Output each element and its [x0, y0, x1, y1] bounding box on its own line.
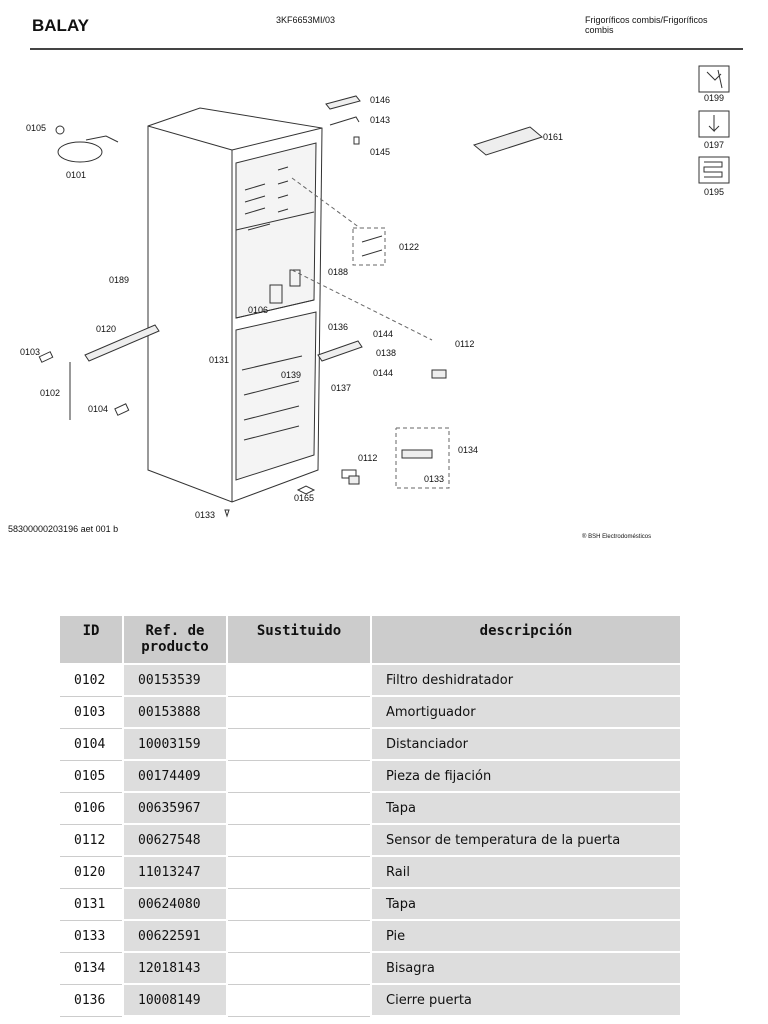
brand-title: BALAY — [32, 16, 89, 35]
callout-0104: 0104 — [88, 404, 109, 414]
row-substituted — [227, 856, 371, 888]
callout-0105: 0105 — [26, 123, 47, 133]
table-row — [60, 760, 681, 792]
callout-0131: 0131 — [209, 355, 230, 365]
table-header-row — [60, 616, 681, 664]
row-description: Pieza de fijación — [371, 760, 681, 792]
callout-0120: 0120 — [96, 324, 117, 334]
callout-0133-bottom: 0133 — [195, 510, 216, 520]
header-description: descripción — [371, 616, 681, 664]
row-ref: 11013247 — [123, 856, 227, 888]
row-ref: 12018143 — [123, 952, 227, 984]
row-id: 0133 — [60, 920, 123, 952]
model-number: 3KF6653MI/03 — [276, 15, 336, 25]
row-substituted — [227, 920, 371, 952]
exploded-parts-diagram — [0, 55, 768, 550]
callout-0188: 0188 — [328, 267, 349, 277]
row-substituted — [227, 984, 371, 1016]
callout-0112-bottom: 0112 — [358, 453, 378, 463]
row-substituted — [227, 760, 371, 792]
callout-0165: 0165 — [294, 493, 315, 503]
row-description: Pie — [371, 920, 681, 952]
row-ref: 10008149 — [123, 984, 227, 1016]
row-ref: 00624080 — [123, 888, 227, 920]
row-id: 0103 — [60, 696, 123, 728]
row-id: 0120 — [60, 856, 123, 888]
row-description: Bisagra — [371, 952, 681, 984]
row-description: Tapa — [371, 888, 681, 920]
row-ref: 00174409 — [123, 760, 227, 792]
callout-0101: 0101 — [66, 170, 87, 180]
row-ref: 10003159 — [123, 728, 227, 760]
row-substituted — [227, 792, 371, 824]
callout-0137: 0137 — [331, 383, 352, 393]
table-row — [60, 792, 681, 824]
table-row — [60, 856, 681, 888]
callout-0102: 0102 — [40, 388, 61, 398]
coil-icon — [699, 157, 729, 183]
row-substituted — [227, 952, 371, 984]
callout-0199: 0199 — [704, 93, 725, 103]
row-description: Filtro deshidratador — [371, 664, 681, 696]
table-row — [60, 952, 681, 984]
document-id: 58300000203196 aet 001 b — [8, 524, 119, 534]
callout-0103: 0103 — [20, 347, 41, 357]
callout-0197: 0197 — [704, 140, 725, 150]
table-row — [60, 824, 681, 856]
callout-0112-right: 0112 — [455, 339, 475, 349]
callout-0189: 0189 — [109, 275, 130, 285]
row-id: 0131 — [60, 888, 123, 920]
callout-0106: 0106 — [248, 305, 269, 315]
callout-0161: 0161 — [543, 132, 564, 142]
tool-icon — [699, 111, 729, 137]
row-id: 0105 — [60, 760, 123, 792]
callout-0143: 0143 — [370, 115, 391, 125]
row-id: 0112 — [60, 824, 123, 856]
fridge-cabinet-drawing — [148, 108, 322, 502]
row-id: 0104 — [60, 728, 123, 760]
row-ref: 00635967 — [123, 792, 227, 824]
copyright-notice: ® BSH Electrodomésticos — [582, 534, 652, 540]
row-id: 0102 — [60, 664, 123, 696]
row-id: 0134 — [60, 952, 123, 984]
part-callouts — [20, 93, 724, 520]
callout-0195: 0195 — [704, 187, 725, 197]
row-description: Rail — [371, 856, 681, 888]
row-id: 0136 — [60, 984, 123, 1016]
wrench-icon — [699, 66, 729, 92]
row-ref: 00622591 — [123, 920, 227, 952]
header-substituted: Sustituido — [227, 616, 371, 664]
header-id: ID — [60, 616, 123, 664]
row-ref: 00627548 — [123, 824, 227, 856]
callout-0136: 0136 — [328, 322, 349, 332]
callout-0122: 0122 — [399, 242, 420, 252]
callout-0138: 0138 — [376, 348, 397, 358]
row-description: Tapa — [371, 792, 681, 824]
row-substituted — [227, 664, 371, 696]
row-id: 0106 — [60, 792, 123, 824]
table-row — [60, 888, 681, 920]
row-substituted — [227, 728, 371, 760]
table-row — [60, 696, 681, 728]
callout-0139: 0139 — [281, 370, 302, 380]
category-label: Frigoríficos combis/Frigoríficos combis — [585, 15, 708, 35]
table-row — [60, 728, 681, 760]
header-divider — [30, 48, 743, 50]
callout-0133-box: 0133 — [424, 474, 445, 484]
table-row — [60, 920, 681, 952]
callout-0145: 0145 — [370, 147, 391, 157]
row-description: Amortiguador — [371, 696, 681, 728]
row-description: Cierre puerta — [371, 984, 681, 1016]
table-row — [60, 664, 681, 696]
parts-table — [60, 616, 682, 1017]
row-ref: 00153539 — [123, 664, 227, 696]
row-substituted — [227, 888, 371, 920]
row-description: Distanciador — [371, 728, 681, 760]
callout-0146: 0146 — [370, 95, 391, 105]
row-substituted — [227, 696, 371, 728]
callout-0144-bottom: 0144 — [373, 368, 394, 378]
row-substituted — [227, 824, 371, 856]
table-row — [60, 984, 681, 1016]
header-ref: Ref. de producto — [123, 616, 227, 664]
callout-0144-top: 0144 — [373, 329, 394, 339]
row-ref: 00153888 — [123, 696, 227, 728]
row-description: Sensor de temperatura de la puerta — [371, 824, 681, 856]
callout-0134: 0134 — [458, 445, 479, 455]
